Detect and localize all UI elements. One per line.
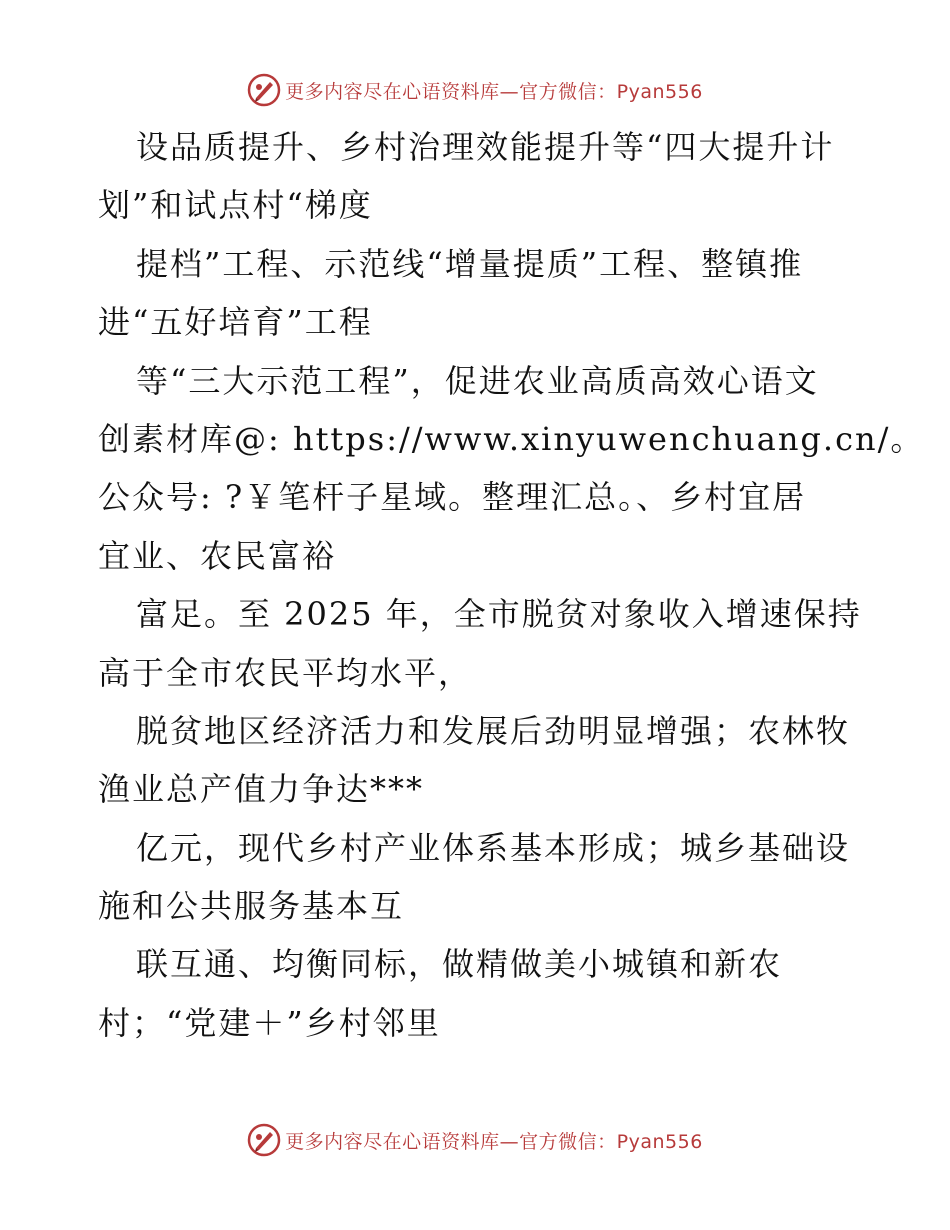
header-banner-text: 更多内容尽在心语资料库—官方微信：Pyan556 (285, 80, 703, 103)
body-line: 划”和试点村“梯度 (98, 186, 373, 225)
body-line: 富足。至 2025 年，全市脱贫对象收入增速保持 (136, 595, 862, 634)
body-line: 高于全市农民平均水平， (98, 653, 473, 692)
footer-banner (0, 1120, 950, 1160)
body-line: 渔业总产值力争达*** (98, 770, 425, 809)
header-banner (0, 70, 950, 110)
body-line: 提档”工程、示范线“增量提质”工程、整镇推 (136, 244, 804, 283)
document-body (98, 118, 925, 1052)
body-line: 亿元，现代乡村产业体系基本形成；城乡基础设 (136, 828, 851, 867)
body-line: 脱贫地区经济活力和发展后劲明显增强；农林牧 (136, 711, 851, 750)
body-line: 等“三大示范工程”，促进农业高质高效心语文 (136, 361, 819, 400)
body-line: 施和公共服务基本互 (98, 887, 405, 926)
brand-logo-icon (247, 1123, 281, 1157)
body-line: 公众号: ?￥笔杆子星域。整理汇总。、乡村宜居 (98, 478, 807, 517)
footer-banner-text: 更多内容尽在心语资料库—官方微信：Pyan556 (285, 1130, 703, 1153)
body-line: 进“五好培育”工程 (98, 303, 373, 342)
brand-logo-icon (247, 73, 281, 107)
body-line: 联互通、均衡同标，做精做美小城镇和新农 (136, 945, 783, 984)
body-line: 创素材库@: https://www.xinyuwenchuang.cn/。 (98, 419, 925, 458)
body-line: 村；“党建＋”乡村邻里 (98, 1003, 441, 1042)
body-line: 设品质提升、乡村治理效能提升等“四大提升计 (136, 128, 835, 166)
body-line: 宜业、农民富裕 (98, 536, 337, 575)
